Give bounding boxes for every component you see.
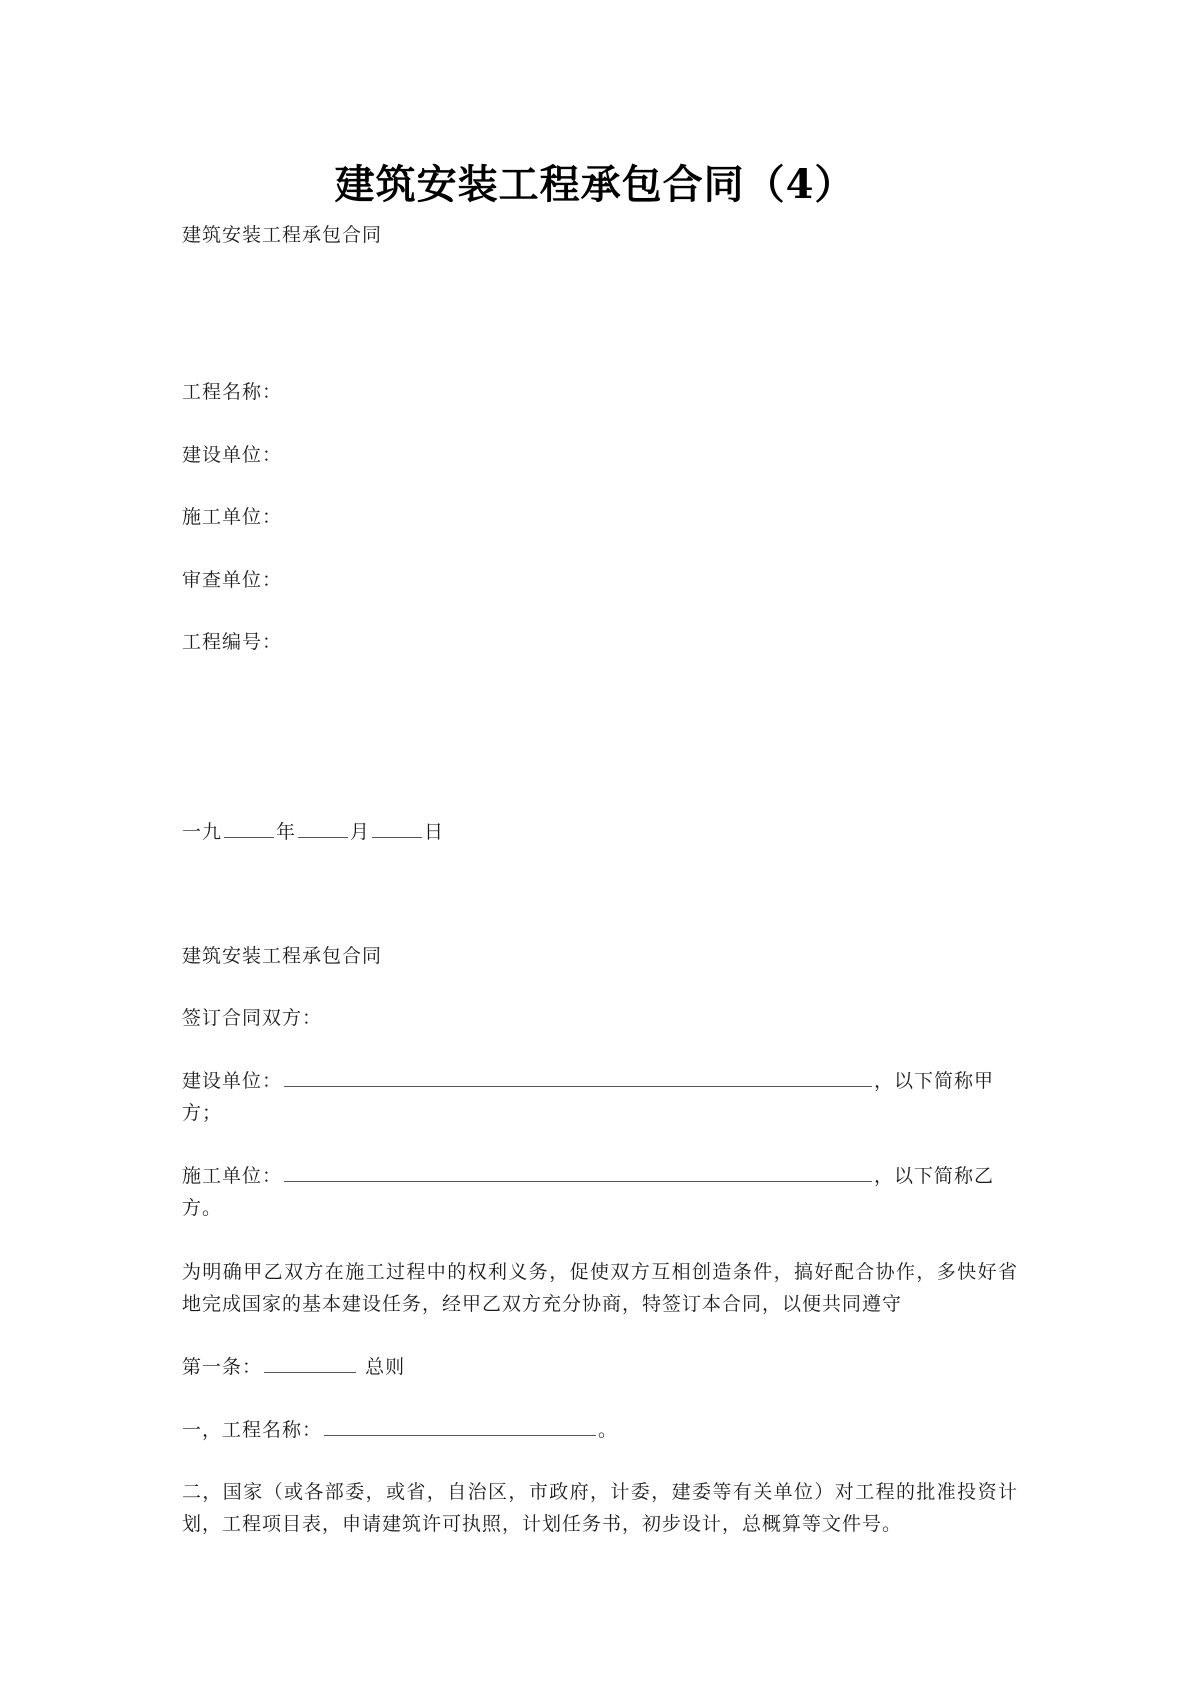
parties-label: 签订合同双方： xyxy=(182,1007,323,1029)
project-name-blank[interactable] xyxy=(324,1433,596,1436)
item-1-suffix: 。 xyxy=(598,1419,619,1441)
date-month: 月 xyxy=(350,821,371,843)
field-contractor-unit: 施工单位： xyxy=(182,506,283,528)
field-project-number: 工程编号： xyxy=(182,631,283,653)
party-b-blank[interactable] xyxy=(284,1179,872,1182)
article-1-prefix: 第一条： xyxy=(182,1356,263,1378)
field-review-unit: 审查单位： xyxy=(182,569,283,591)
date-prefix: 一九 xyxy=(182,821,223,843)
item-1-prefix: 一，工程名称： xyxy=(182,1419,323,1441)
date-year: 年 xyxy=(276,821,297,843)
field-construction-unit: 建设单位： xyxy=(182,444,283,466)
article-1-line xyxy=(182,1351,405,1383)
body-heading: 建筑安装工程承包合同 xyxy=(182,945,383,967)
party-a-line xyxy=(182,1065,1018,1129)
party-a-label: 建设单位： xyxy=(182,1070,283,1092)
preamble-paragraph: 为明确甲乙双方在施工过程中的权利义务，促使双方互相创造条件，搞好配合协作，多快好省地完成国家的基本建设任务，经甲乙双方充分协商，特签订本合同，以便共同遵守 xyxy=(182,1261,1018,1315)
article-1-blank[interactable] xyxy=(264,1370,356,1373)
article-1-title: 总则 xyxy=(365,1356,406,1378)
party-a-blank[interactable] xyxy=(284,1084,872,1087)
party-b-label: 施工单位： xyxy=(182,1165,283,1187)
year-blank[interactable] xyxy=(224,835,274,838)
party-b-suffix: ，以下简称乙 xyxy=(874,1165,995,1187)
field-project-name: 工程名称： xyxy=(182,381,283,403)
cover-subtitle: 建筑安装工程承包合同 xyxy=(182,224,383,246)
date-day: 日 xyxy=(424,821,445,843)
party-a-suffix: ，以下简称甲 xyxy=(874,1070,995,1092)
date-line xyxy=(182,816,444,848)
day-blank[interactable] xyxy=(372,835,422,838)
month-blank[interactable] xyxy=(298,835,348,838)
item-1-line xyxy=(182,1414,618,1446)
party-b-line xyxy=(182,1160,1018,1224)
document-title: 建筑安装工程承包合同（4） xyxy=(334,161,856,208)
party-a-wrap: 方； xyxy=(182,1102,223,1124)
item-2-paragraph: 二，国家（或各部委，或省，自治区，市政府，计委，建委等有关单位）对工程的批准投资计划，工程项目表，申请建筑许可执照，计划任务书，初步设计，总概算等文件号。 xyxy=(182,1481,1018,1535)
party-b-wrap: 方。 xyxy=(182,1197,223,1219)
